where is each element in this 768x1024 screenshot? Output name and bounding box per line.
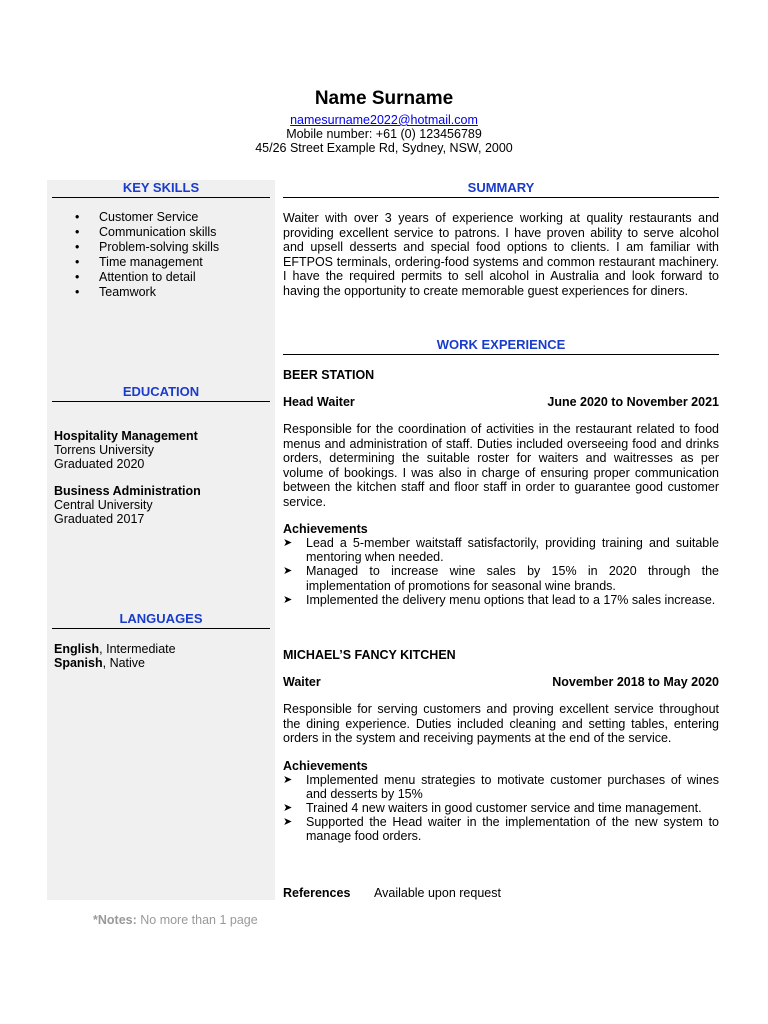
notes	[93, 913, 258, 927]
resume-header	[0, 88, 768, 155]
role-row	[283, 395, 719, 409]
job-description: Responsible for the coordination of activities in the restaurant related to food menus and administration of staff. Duties included overseeing food and drinks orders, determining the suitable roster for waiters and waitresses as per volume of bookings. I was also in charge of ensuring proper communication between the kitchen staff and floor staff in order to guarantee good customer service.	[283, 422, 719, 509]
arrow-bullet-icon: ➤	[283, 773, 293, 786]
job-entry	[283, 368, 719, 607]
languages-list	[54, 642, 176, 670]
job-entry	[283, 648, 719, 844]
mobile-number: Mobile number: +61 (0) 123456789	[286, 127, 482, 141]
list-item: • Communication skills	[99, 225, 219, 240]
address: 45/26 Street Example Rd, Sydney, NSW, 2000	[255, 141, 513, 155]
email-link[interactable]: namesurname2022@hotmail.com	[290, 113, 478, 127]
graduation-year: Graduated 2020	[54, 457, 145, 471]
list-item: • Attention to detail	[99, 270, 219, 285]
job-title: Head Waiter	[283, 395, 355, 409]
language-item: Spanish, Native	[54, 656, 146, 670]
languages-section	[52, 611, 270, 629]
list-item: • Customer Service	[99, 210, 219, 225]
list-item: • Time management	[99, 255, 219, 270]
list-item: ➤ Managed to increase wine sales by 15% in 2020 through the implementation of promotions for seasonal wine brands.	[283, 564, 719, 593]
education-section	[52, 384, 270, 402]
company-name: BEER STATION	[283, 368, 375, 382]
list-item: ➤ Implemented menu strategies to motivate customer purchases of wines and desserts by 15%	[283, 772, 719, 801]
arrow-bullet-icon: ➤	[283, 816, 293, 829]
notes-text: No more than 1 page	[136, 913, 258, 927]
languages-title: LANGUAGES	[52, 611, 270, 629]
graduation-year: Graduated 2017	[54, 512, 145, 526]
list-item: ➤ Trained 4 new waiters in good customer service and time management.	[283, 800, 702, 815]
achievements-title: Achievements	[283, 522, 368, 536]
job-description: Responsible for serving customers and proving excellent service throughout the dining experience. Duties included cleaning and setting tables, entering orders in the system and receiving payments at the end of the service.	[283, 702, 719, 745]
summary-text: Waiter with over 3 years of experience working at quality restaurants and providing excellent service to patrons. I have proven ability to serve alcohol and upsell desserts and special food options to clients. I am familiar with EFTPOS terminals, ordering-food systems and common restaurant machinery. I have the required permits to sell alcohol in Australia and look forward to having the opportunity to create memorable guest experiences for diners.	[283, 211, 719, 298]
arrow-bullet-icon: ➤	[283, 801, 293, 814]
key-skills-title: KEY SKILLS	[52, 180, 270, 198]
summary-section	[283, 180, 719, 298]
notes-label: *Notes:	[93, 913, 137, 927]
sidebar	[47, 180, 275, 900]
arrow-bullet-icon: ➤	[283, 565, 293, 578]
degree: Hospitality Management	[54, 429, 198, 443]
job-title: Waiter	[283, 675, 321, 689]
job-dates: June 2020 to November 2021	[547, 395, 719, 409]
work-experience-title: WORK EXPERIENCE	[283, 337, 719, 355]
work-experience-section	[283, 337, 719, 355]
key-skills-section	[52, 180, 270, 198]
list-item: • Teamwork	[99, 285, 219, 300]
degree: Business Administration	[54, 484, 201, 498]
references-value: Available upon request	[374, 886, 501, 900]
job-dates: November 2018 to May 2020	[552, 675, 719, 689]
achievements-title: Achievements	[283, 758, 368, 773]
role-row	[283, 675, 719, 689]
school: Torrens University	[54, 443, 155, 457]
skills-list	[99, 210, 219, 300]
list-item: • Problem-solving skills	[99, 240, 219, 255]
language-item: English, Intermediate	[54, 642, 176, 656]
references-label: References	[283, 886, 351, 900]
education-entry	[54, 429, 198, 471]
achievements-list	[283, 536, 719, 607]
list-item: ➤ Lead a 5-member waitstaff satisfactorily, providing training and suitable mentoring when needed.	[283, 536, 719, 565]
references-row	[283, 886, 719, 900]
school: Central University	[54, 498, 153, 512]
summary-title: SUMMARY	[283, 180, 719, 198]
arrow-bullet-icon: ➤	[283, 537, 293, 549]
education-entry	[54, 484, 201, 526]
list-item: ➤ Implemented the delivery menu options that lead to a 17% sales increase.	[283, 592, 716, 607]
candidate-name: Name Surname	[314, 88, 454, 109]
achievements-list	[283, 773, 719, 844]
arrow-bullet-icon: ➤	[283, 593, 293, 606]
list-item: ➤ Supported the Head waiter in the implementation of the new system to manage food orders.	[283, 815, 719, 844]
company-name: MICHAEL’S FANCY KITCHEN	[283, 648, 456, 662]
education-title: EDUCATION	[52, 384, 270, 402]
